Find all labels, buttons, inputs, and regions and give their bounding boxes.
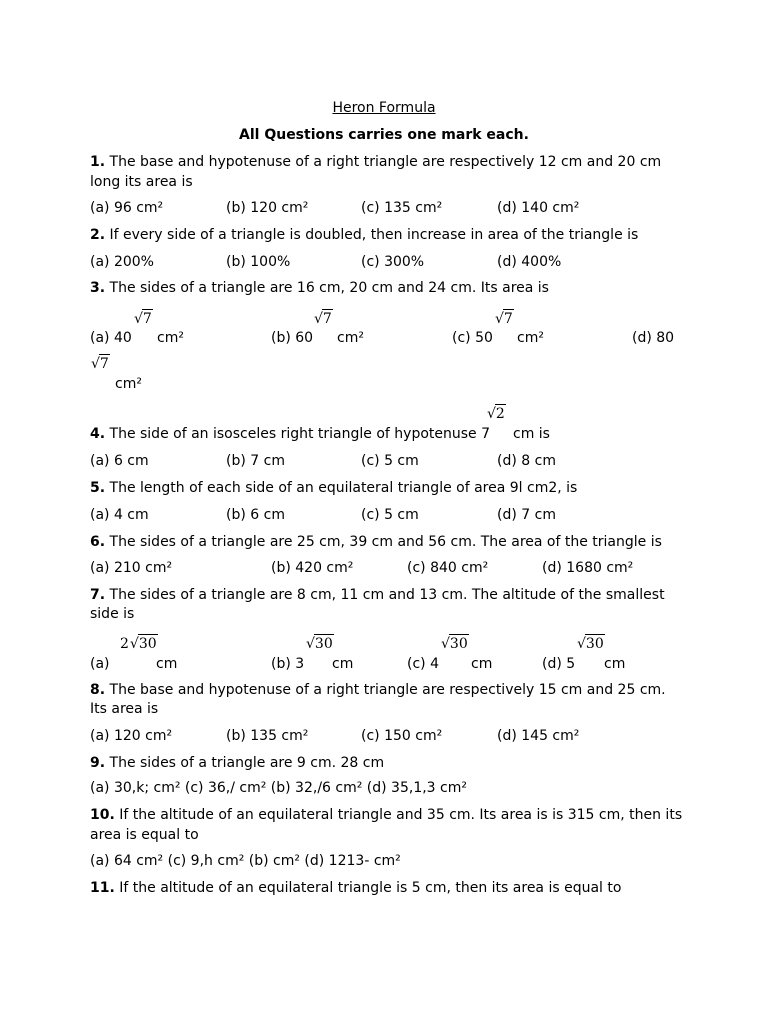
question-number: 5. bbox=[90, 480, 106, 496]
radicand: 30 bbox=[585, 636, 604, 652]
coefficient: 2 bbox=[120, 636, 129, 652]
radical-sqrt: √30 bbox=[306, 636, 333, 652]
option-a: (a) 200% bbox=[90, 254, 154, 270]
option-d: (d) 140 cm² bbox=[497, 200, 580, 216]
option-c: (c) 5 cm bbox=[361, 453, 419, 469]
question-number: 2. bbox=[90, 227, 106, 243]
question-text: The length of each side of an equilateral triangle of area 9l cm2, is bbox=[105, 480, 578, 496]
option-b: (b) 135 cm² bbox=[226, 728, 309, 744]
option-b: (b) 100% bbox=[226, 254, 291, 270]
radicand: 7 bbox=[503, 311, 513, 327]
question-7-text-continued: side is bbox=[90, 606, 135, 622]
option-b: (b) 120 cm² bbox=[226, 200, 309, 216]
unit-cm: cm bbox=[471, 656, 493, 672]
question-2 bbox=[90, 226, 638, 244]
option-c: (c) 50 bbox=[452, 330, 493, 346]
radicand: 30 bbox=[314, 636, 333, 652]
option-d: (d) 8 cm bbox=[497, 453, 556, 469]
option-b: (b) 6 cm bbox=[226, 507, 285, 523]
radical-sqrt: √30 bbox=[577, 636, 604, 652]
question-number: 8. bbox=[90, 682, 106, 698]
radicand: 2 bbox=[495, 406, 505, 422]
radical-sqrt: √7 bbox=[134, 311, 152, 327]
question-number: 10. bbox=[90, 807, 115, 823]
question-text: The sides of a triangle are 25 cm, 39 cm and 56 cm. The area of the triangle is bbox=[105, 534, 662, 550]
unit-cm2: cm² bbox=[157, 330, 184, 346]
page-title: Heron Formula bbox=[332, 100, 436, 116]
radicand: 7 bbox=[142, 311, 152, 327]
question-text: The sides of a triangle are 8 cm, 11 cm and 13 cm. The altitude of the smallest bbox=[105, 587, 665, 603]
option-c: (c) 840 cm² bbox=[407, 560, 489, 576]
question-10 bbox=[90, 806, 682, 824]
radical-sqrt: √7 bbox=[91, 356, 109, 372]
option-c: (c) 135 cm² bbox=[361, 200, 443, 216]
question-text: The base and hypotenuse of a right triangle are respectively 12 cm and 20 cm bbox=[105, 154, 662, 170]
option-b: (b) 420 cm² bbox=[271, 560, 354, 576]
option-d: (d) 80 bbox=[632, 330, 675, 346]
question-number: 3. bbox=[90, 280, 106, 296]
question-8-text-continued: Its area is bbox=[90, 701, 159, 717]
question-1-text-continued: long its area is bbox=[90, 174, 193, 190]
option-c: (c) 300% bbox=[361, 254, 425, 270]
radical-sqrt: √30 bbox=[441, 636, 468, 652]
radical-sqrt: √7 bbox=[314, 311, 332, 327]
option-d: (d) 400% bbox=[497, 254, 562, 270]
question-8 bbox=[90, 681, 666, 699]
option-a: (a) bbox=[90, 656, 110, 672]
radicand: 30 bbox=[138, 636, 157, 652]
option-a: (a) 120 cm² bbox=[90, 728, 173, 744]
options-line: (a) 64 cm² (c) 9,h cm² (b) cm² (d) 1213- cm² bbox=[90, 853, 401, 869]
option-a: (a) 96 cm² bbox=[90, 200, 164, 216]
question-text: The base and hypotenuse of a right triangle are respectively 15 cm and 25 cm. bbox=[105, 682, 666, 698]
question-1 bbox=[90, 153, 661, 171]
question-number: 11. bbox=[90, 880, 115, 896]
option-a: (a) 40 bbox=[90, 330, 132, 346]
options-line: (a) 30,k; cm² (c) 36,/ cm² (b) 32,/6 cm² (d) 35,1,3 cm² bbox=[90, 780, 467, 796]
question-9 bbox=[90, 754, 384, 772]
option-a: (a) 4 cm bbox=[90, 507, 149, 523]
question-number: 4. bbox=[90, 426, 106, 442]
radicand: 7 bbox=[322, 311, 332, 327]
question-4 bbox=[90, 425, 490, 443]
unit-cm2: cm² bbox=[337, 330, 364, 346]
option-d: (d) 7 cm bbox=[497, 507, 556, 523]
question-5 bbox=[90, 479, 577, 497]
question-4-tail: cm is bbox=[513, 426, 550, 442]
unit-cm: cm bbox=[604, 656, 626, 672]
radicand: 7 bbox=[99, 356, 109, 372]
option-b: (b) 3 bbox=[271, 656, 305, 672]
question-3 bbox=[90, 279, 549, 297]
question-text: The sides of a triangle are 9 cm. 28 cm bbox=[105, 755, 385, 771]
option-b: (b) 60 bbox=[271, 330, 314, 346]
unit-cm: cm bbox=[156, 656, 178, 672]
question-number: 9. bbox=[90, 755, 106, 771]
radical-sqrt: 2√30 bbox=[120, 636, 157, 652]
question-number: 6. bbox=[90, 534, 106, 550]
option-a: (a) 210 cm² bbox=[90, 560, 173, 576]
option-a: (a) 6 cm bbox=[90, 453, 149, 469]
option-c: (c) 150 cm² bbox=[361, 728, 443, 744]
question-11 bbox=[90, 879, 621, 897]
option-b: (b) 7 cm bbox=[226, 453, 285, 469]
question-10-text-continued: area is equal to bbox=[90, 827, 199, 843]
radical-sqrt: √7 bbox=[495, 311, 513, 327]
question-number: 7. bbox=[90, 587, 106, 603]
option-d: (d) 5 bbox=[542, 656, 576, 672]
question-7 bbox=[90, 586, 665, 604]
option-d: (d) 145 cm² bbox=[497, 728, 580, 744]
question-text: If every side of a triangle is doubled, then increase in area of the triangle is bbox=[105, 227, 639, 243]
radicand: 30 bbox=[449, 636, 468, 652]
option-d: (d) 1680 cm² bbox=[542, 560, 634, 576]
unit-cm2: cm² bbox=[517, 330, 544, 346]
question-text: The sides of a triangle are 16 cm, 20 cm and 24 cm. Its area is bbox=[105, 280, 549, 296]
unit-cm: cm bbox=[332, 656, 354, 672]
radical-sqrt: √2 bbox=[487, 406, 505, 422]
option-c: (c) 5 cm bbox=[361, 507, 419, 523]
question-text: The side of an isosceles right triangle of hypotenuse 7 bbox=[105, 426, 491, 442]
question-6 bbox=[90, 533, 662, 551]
page-subtitle: All Questions carries one mark each. bbox=[239, 127, 529, 143]
question-text: If the altitude of an equilateral triangle and 35 cm. Its area is is 315 cm, then its bbox=[114, 807, 683, 823]
unit-cm2: cm² bbox=[115, 376, 142, 392]
option-c: (c) 4 bbox=[407, 656, 439, 672]
question-number: 1. bbox=[90, 154, 106, 170]
question-text: If the altitude of an equilateral triangle is 5 cm, then its area is equal to bbox=[114, 880, 622, 896]
